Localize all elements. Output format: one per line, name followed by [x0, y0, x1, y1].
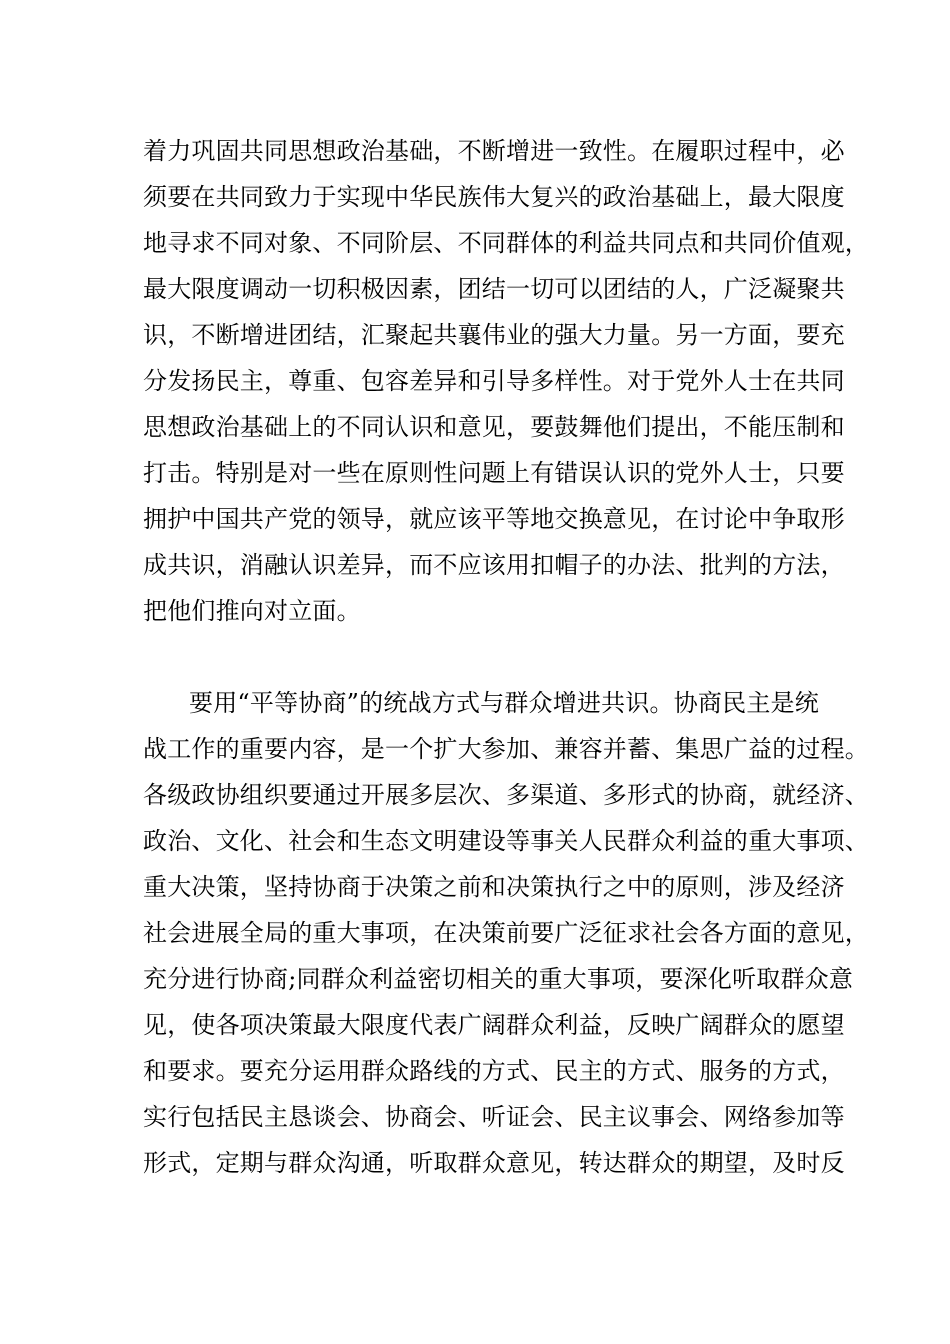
text-line: 见，使各项决策最大限度代表广阔群众利益，反映广阔群众的愿望 — [143, 1011, 845, 1039]
text-line: 充分进行协商;同群众利益密切相关的重大事项，要深化听取群众意 — [143, 965, 854, 993]
text-line: 和要求。要充分运用群众路线的方式、民主的方式、服务的方式， — [143, 1057, 845, 1085]
text-line: 社会进展全局的重大事项，在决策前要广泛征求社会各方面的意见， — [143, 919, 869, 947]
text-line: 实行包括民主恳谈会、协商会、听证会、民主议事会、网络参加等 — [143, 1103, 845, 1131]
text-line: 分发扬民主，尊重、包容差异和引导多样性。对于党外人士在共同 — [143, 367, 845, 395]
text-line: 思想政治基础上的不同认识和意见，要鼓舞他们提出，不能压制和 — [143, 413, 845, 441]
paragraph-1 — [143, 128, 869, 634]
text-line: 战工作的重要内容，是一个扩大参加、兼容并蓄、集思广益的过程。 — [143, 735, 869, 763]
text-line: 拥护中国共产党的领导，就应该平等地交换意见，在讨论中争取形 — [143, 505, 845, 533]
text-line: 形式，定期与群众沟通，听取群众意见，转达群众的期望，及时反 — [143, 1149, 845, 1177]
text-line: 着力巩固共同思想政治基础，不断增进一致性。在履职过程中，必 — [143, 137, 845, 165]
text-line: 重大决策，坚持协商于决策之前和决策执行之中的原则，涉及经济 — [143, 873, 845, 901]
text-line: 最大限度调动一切积极因素，团结一切可以团结的人，广泛凝聚共 — [143, 275, 845, 303]
text-line: 打击。特别是对一些在原则性问题上有错误认识的党外人士，只要 — [143, 459, 845, 487]
text-line: 识，不断增进团结，汇聚起共襄伟业的强大力量。另一方面，要充 — [143, 321, 845, 349]
text-line: 地寻求不同对象、不同阶层、不同群体的利益共同点和共同价值观， — [143, 229, 869, 257]
text-line: 要用“平等协商”的统战方式与群众增进共识。协商民主是统 — [189, 689, 819, 717]
text-line: 政治、文化、社会和生态文明建设等事关人民群众利益的重大事项、 — [143, 827, 869, 855]
paragraph-2 — [143, 680, 869, 1186]
text-line: 须要在共同致力于实现中华民族伟大复兴的政治基础上，最大限度 — [143, 183, 845, 211]
text-line: 把他们推向对立面。 — [143, 597, 361, 625]
text-line: 各级政协组织要通过开展多层次、多渠道、多形式的协商，就经济、 — [143, 781, 869, 809]
text-line: 成共识，消融认识差异，而不应该用扣帽子的办法、批判的方法， — [143, 551, 845, 579]
